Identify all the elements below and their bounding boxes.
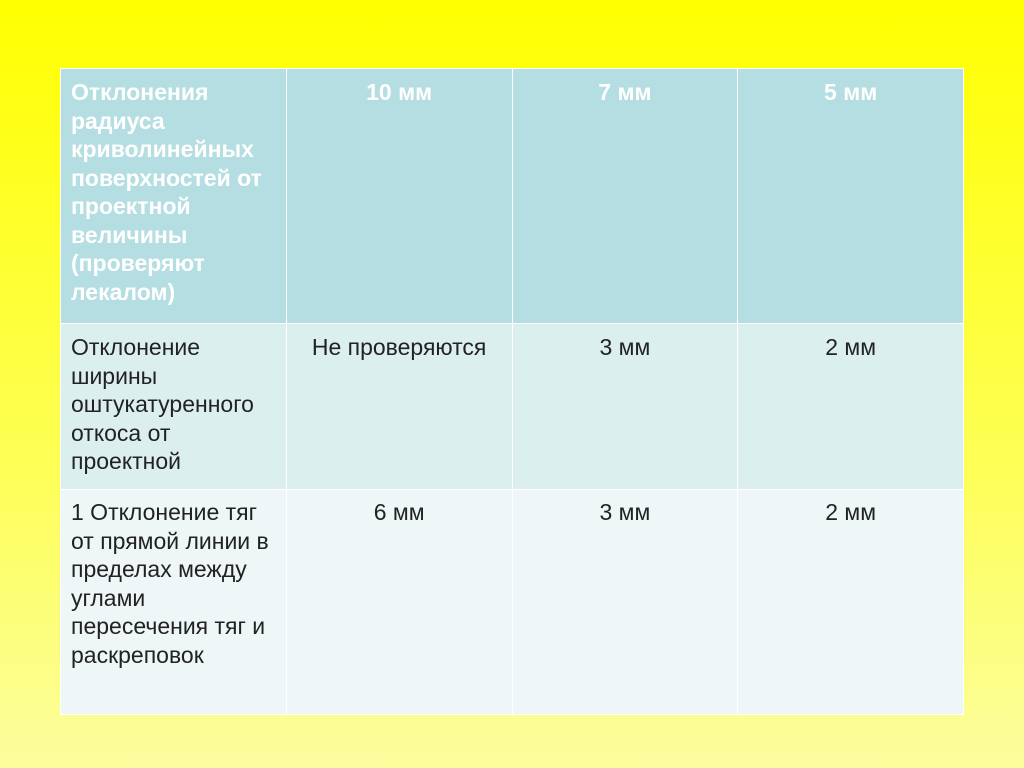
row-value-cell: 2 мм bbox=[738, 324, 964, 490]
header-label-cell: Отклонения радиуса криволинейных поверхностей от проектной величины (проверяют лекалом) bbox=[61, 69, 287, 324]
header-value-cell: 7 мм bbox=[512, 69, 738, 324]
tolerance-table bbox=[60, 68, 964, 715]
table-row bbox=[61, 324, 964, 490]
row-value-cell: 3 мм bbox=[512, 324, 738, 490]
header-value-cell: 5 мм bbox=[738, 69, 964, 324]
row-label-cell: 1 Отклонение тяг от прямой линии в пределах между углами пересечения тяг и раскреповок bbox=[61, 490, 287, 715]
row-value-cell: Не проверяются bbox=[286, 324, 512, 490]
table-row bbox=[61, 490, 964, 715]
row-value-cell: 3 мм bbox=[512, 490, 738, 715]
row-value-cell: 6 мм bbox=[286, 490, 512, 715]
header-value-cell: 10 мм bbox=[286, 69, 512, 324]
row-value-cell: 2 мм bbox=[738, 490, 964, 715]
row-label-cell: Отклонение ширины оштукатуренного откоса от проектной bbox=[61, 324, 287, 490]
table-header-row bbox=[61, 69, 964, 324]
